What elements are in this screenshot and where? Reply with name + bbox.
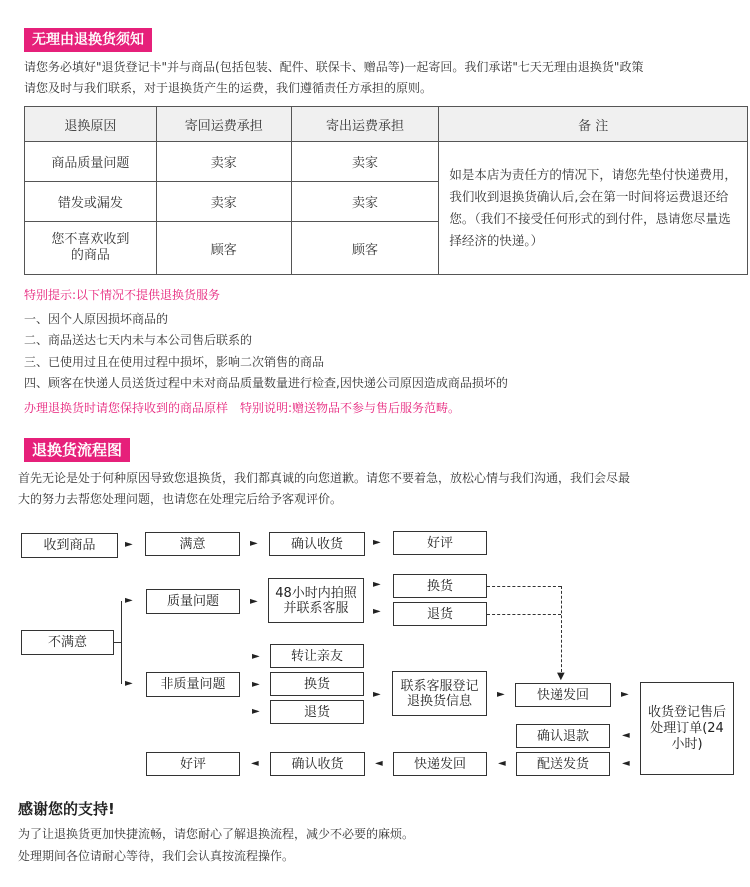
row-return-cost: 卖家: [156, 182, 291, 222]
dashed-connector: [487, 586, 561, 587]
policy-intro-line2: 请您及时与我们联系，对于退换货产生的运费，我们遵循责任方承担的原则。: [24, 81, 433, 95]
closing-title: 感谢您的支持!: [18, 800, 115, 818]
notice-item: 一、因个人原因损坏商品的: [24, 312, 169, 326]
header-send-cost: 寄出运费承担: [291, 107, 439, 142]
arrow-right-icon: ►: [373, 537, 381, 548]
header-note: 备 注: [439, 107, 748, 142]
flow-confirm-refund: 确认退款: [516, 724, 610, 748]
flow-quality-issue: 质量问题: [146, 589, 240, 614]
connector-line: [121, 601, 122, 684]
flow-confirm-receipt-bottom: 确认收货: [270, 752, 365, 776]
arrow-right-icon: ►: [621, 689, 629, 700]
flow-good-review-top: 好评: [393, 531, 487, 555]
section-badge-flowchart: 退换货流程图: [24, 438, 130, 462]
flow-register-service: 联系客服登记退换货信息: [392, 671, 487, 716]
flow-express-back-2: 快递发回: [393, 752, 487, 776]
flow-intro-line1: 首先无论是处于何种原因导致您退换货，我们都真诚的向您道歉。请您不要着急，放松心情与我们沟通，我们会尽最: [18, 471, 631, 485]
arrow-left-icon: ◄: [375, 758, 383, 769]
flow-good-review-bottom: 好评: [146, 752, 240, 776]
arrow-left-icon: ◄: [251, 758, 259, 769]
flow-received: 收到商品: [21, 533, 118, 558]
flow-satisfied: 满意: [145, 532, 240, 556]
arrow-right-icon: ►: [250, 538, 258, 549]
arrow-right-icon: ►: [373, 579, 381, 590]
closing-line2: 处理期间各位请耐心等待，我们会认真按流程操作。: [18, 849, 295, 863]
arrow-left-icon: ◄: [498, 758, 506, 769]
flow-ship-out: 配送发货: [516, 752, 610, 776]
flow-exchange-2: 换货: [270, 672, 364, 696]
section-badge-returns-policy: 无理由退换货须知: [24, 28, 152, 52]
arrow-left-icon: ◄: [622, 758, 630, 769]
policy-intro-line1: 请您务必填好"退货登记卡"并与商品(包括包装、配件、联保卡、赠品等)一起寄回。我们承诺"七天无理由退换货"政策: [24, 60, 644, 74]
arrow-right-icon: ►: [252, 679, 260, 690]
arrow-right-icon: ►: [125, 595, 133, 606]
notice-item: 二、商品送达七天内未与本公司售后联系的: [24, 333, 253, 347]
table-note: 如是本店为责任方的情况下，请您先垫付快递费用，我们收到退换货确认后,会在第一时间将运费退还给您。（我们不接受任何形式的到付件，恳请您尽量选择经济的快递。）: [439, 142, 748, 275]
arrow-right-icon: ►: [125, 539, 133, 550]
row-return-cost: 顾客: [156, 222, 291, 275]
flow-intro-line2: 大的努力去帮您处理问题，也请您在处理完后给予客观评价。: [18, 492, 343, 506]
notice-title: 特别提示:以下情况不提供退换货服务: [24, 288, 221, 302]
arrow-down-icon: ▼: [557, 671, 565, 682]
flow-photo-contact: 48小时内拍照并联系客服: [268, 578, 364, 623]
row-send-cost: 卖家: [291, 142, 439, 182]
notice-footer: 办理退换货时请您保持收到的商品原样 特别说明:赠送物品不参与售后服务范畴。: [24, 401, 461, 415]
arrow-right-icon: ►: [250, 596, 258, 607]
row-send-cost: 卖家: [291, 182, 439, 222]
row-send-cost: 顾客: [291, 222, 439, 275]
header-return-cost: 寄回运费承担: [156, 107, 291, 142]
dashed-connector: [487, 614, 561, 615]
flow-receive-process: 收货登记售后处理订单(24小时): [640, 682, 734, 775]
dashed-connector: [561, 586, 562, 672]
arrow-left-icon: ◄: [622, 730, 630, 741]
arrow-right-icon: ►: [125, 678, 133, 689]
table-header-row: [25, 107, 748, 142]
arrow-right-icon: ►: [252, 706, 260, 717]
flow-return-1: 退货: [393, 602, 487, 626]
notice-item: 四、顾客在快递人员送货过程中未对商品质量数量进行检查,因快递公司原因造成商品损坏的: [24, 376, 508, 390]
shipping-cost-table: [24, 106, 748, 275]
flow-transfer-friend: 转让亲友: [270, 644, 364, 668]
flow-confirm-receipt-top: 确认收货: [269, 532, 365, 556]
flow-exchange-1: 换货: [393, 574, 487, 598]
row-reason: 您不喜欢收到的商品: [25, 222, 157, 275]
flow-express-back-1: 快递发回: [515, 683, 611, 707]
arrow-right-icon: ►: [497, 689, 505, 700]
arrow-right-icon: ►: [373, 606, 381, 617]
row-reason: 商品质量问题: [25, 142, 157, 182]
arrow-right-icon: ►: [252, 651, 260, 662]
closing-line1: 为了让退换货更加快捷流畅，请您耐心了解退换流程，减少不必要的麻烦。: [18, 827, 415, 841]
notice-item: 三、已使用过且在使用过程中损坏，影响二次销售的商品: [24, 355, 325, 369]
flow-non-quality-issue: 非质量问题: [146, 672, 240, 697]
arrow-right-icon: ►: [373, 689, 381, 700]
row-return-cost: 卖家: [156, 142, 291, 182]
flow-return-2: 退货: [270, 700, 364, 724]
flow-unsatisfied: 不满意: [21, 630, 114, 655]
table-row: [25, 142, 748, 182]
header-reason: 退换原因: [25, 107, 157, 142]
row-reason: 错发或漏发: [25, 182, 157, 222]
